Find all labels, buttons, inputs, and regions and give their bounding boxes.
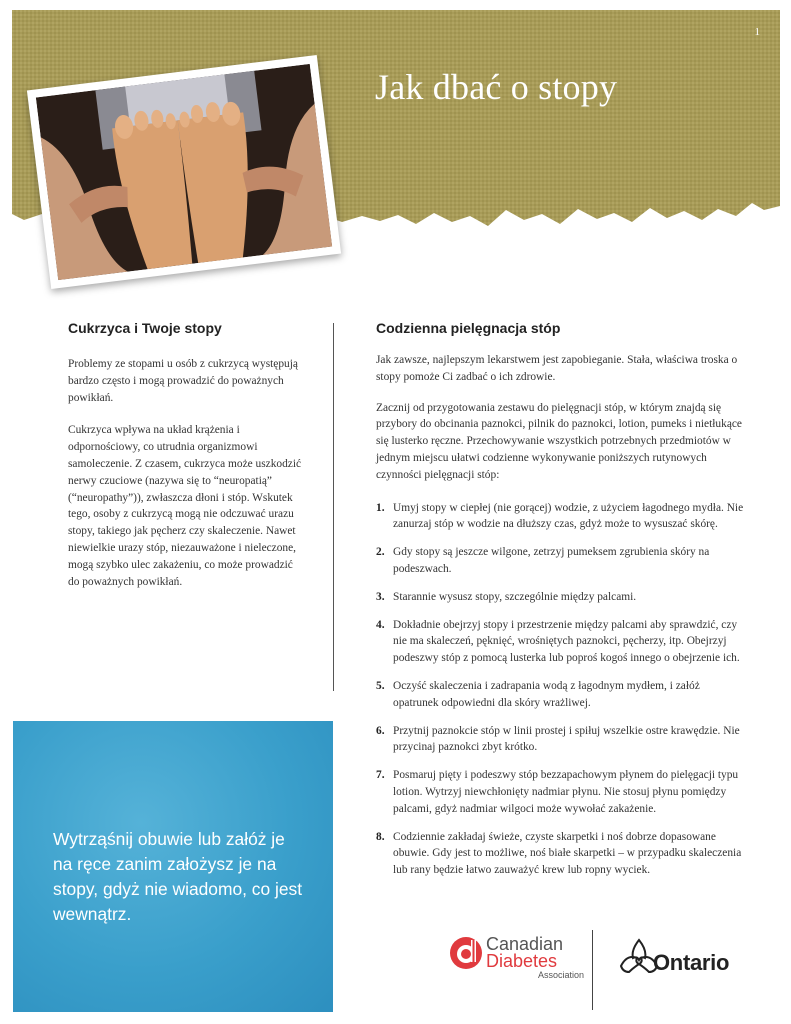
footer-logos (445, 928, 745, 1018)
page-number: 1 (754, 26, 760, 38)
left-paragraph: Problemy ze stopami u osób z cukrzycą występują bardzo często i mogą prowadzić do poważnych powikłań. (68, 358, 298, 404)
list-item (376, 829, 746, 879)
step-number: 5. (376, 679, 385, 692)
cda-line-1: Canadian (486, 934, 564, 954)
tip-text: Wytrząśnij obuwie lub załóż je na ręce zanim założysz je na stopy, gdyż nie wiadomo, co jest wewnątrz. (53, 829, 303, 924)
list-item (376, 767, 746, 817)
right-paragraph: Zacznij od przygotowania zestawu do pielęgnacji stóp, w którym znajdą się przybory do obcinania paznokci, pilnik do paznokci, lotion, pumeks i nietłukące się lusterko ręczne. Przechowywanie wszystkich potrzebnych przedmiotów w jednym miejscu ułatwi codzienne wykonywanie poniższych rutynowych czynności pielęgnacji stóp: (376, 401, 742, 481)
list-item (376, 589, 746, 606)
feet-illustration (36, 64, 332, 280)
cda-wordmark (486, 936, 584, 981)
step-text: Dokładnie obejrzyj stopy i przestrzenie między palcami aby sprawdzić, czy nie ma skaleczeń, pęknięć, wrośniętych paznokci, pęcherzy, itp. Obejrzyj podeszwy stóp z pomocą lusterka lub poproś kogoś innego o obejrzenie ich. (393, 618, 740, 665)
cda-logo-icon (449, 936, 483, 970)
cda-line-2: Diabetes (486, 951, 558, 971)
right-heading: Codzienna pielęgnacja stóp (376, 320, 561, 336)
list-item (376, 723, 746, 757)
step-number: 8. (376, 830, 385, 843)
list-item (376, 617, 746, 667)
feet-photo (27, 55, 341, 289)
column-divider (333, 323, 334, 691)
left-column (68, 320, 306, 606)
logo-divider (592, 930, 593, 1010)
cda-line-3: Association (538, 970, 585, 980)
step-number: 3. (376, 590, 385, 603)
step-number: 2. (376, 546, 385, 559)
list-item (376, 678, 746, 712)
step-number: 1. (376, 501, 385, 514)
list-item (376, 500, 746, 534)
step-number: 6. (376, 724, 385, 737)
tip-box (13, 721, 333, 1012)
step-text: Umyj stopy w ciepłej (nie gorącej) wodzie, z użyciem łagodnego mydła. Nie zanurzaj stóp w wodzie na dłuższy czas, gdyż może to wysuszać skórę. (393, 501, 744, 531)
step-text: Starannie wysusz stopy, szczególnie między palcami. (393, 590, 637, 603)
left-heading: Cukrzyca i Twoje stopy (68, 320, 222, 336)
step-text: Oczyść skaleczenia i zadrapania wodą z łagodnym mydłem, i załóż opatrunek odpowiedni dla skóry wrażliwej. (393, 679, 700, 709)
step-text: Codziennie zakładaj świeże, czyste skarpetki i noś dobrze dopasowane obuwie. Gdy jest to możliwe, noś białe skarpetki – w przypadku skaleczenia lub rany będzie łatwo zauważyć krew lub ropny wyciek. (393, 830, 742, 877)
right-paragraph: Jak zawsze, najlepszym lekarstwem jest zapobieganie. Stała, właściwa troska o stopy pomoże Ci zadbać o ich zdrowie. (376, 354, 738, 383)
step-text: Przytnij paznokcie stóp w linii prostej i spiłuj wszelkie ostre krawędzie. Nie przycinaj paznokci zbyt krótko. (393, 724, 740, 754)
ontario-wordmark: Ontario (653, 950, 730, 975)
right-column (376, 320, 746, 890)
step-number: 4. (376, 618, 385, 631)
left-paragraph: Cukrzyca wpływa na układ krążenia i odpornościowy, co utrudnia organizmowi samoleczenie. Z czasem, cukrzyca może uszkodzić nerwy czuciowe (nazywa się to “neuropatią” (“neuropathy”)), zwłaszcza dłoni i stóp. Wskutek tego, osoby z cukrzycą mogą nie odczuwać urazu stopy, takiego jak pęcherz czy skaleczenie. Nawet niewielkie urazy stóp, niezauważone i nieleczone, mogą szybko ulec zakażeniu, co może prowadzić do poważnych powikłań. (68, 424, 302, 588)
step-text: Posmaruj pięty i podeszwy stóp bezzapachowym płynem do pielęgacji typu lotion. Wytrzyj niewchłonięty nadmiar płynu. Nie stosuj płynu pomiędzy palcami, gdyż nadmiar wilgoci może wywołać zakażenie. (393, 769, 739, 815)
step-text: Gdy stopy są jeszcze wilgone, zetrzyj pumeksem zgrubienia skóry na podeszwach. (393, 546, 710, 575)
care-steps-list (376, 500, 746, 879)
list-item (376, 544, 746, 578)
step-number: 7. (376, 769, 385, 782)
page-title: Jak dbać o stopy (375, 67, 618, 107)
